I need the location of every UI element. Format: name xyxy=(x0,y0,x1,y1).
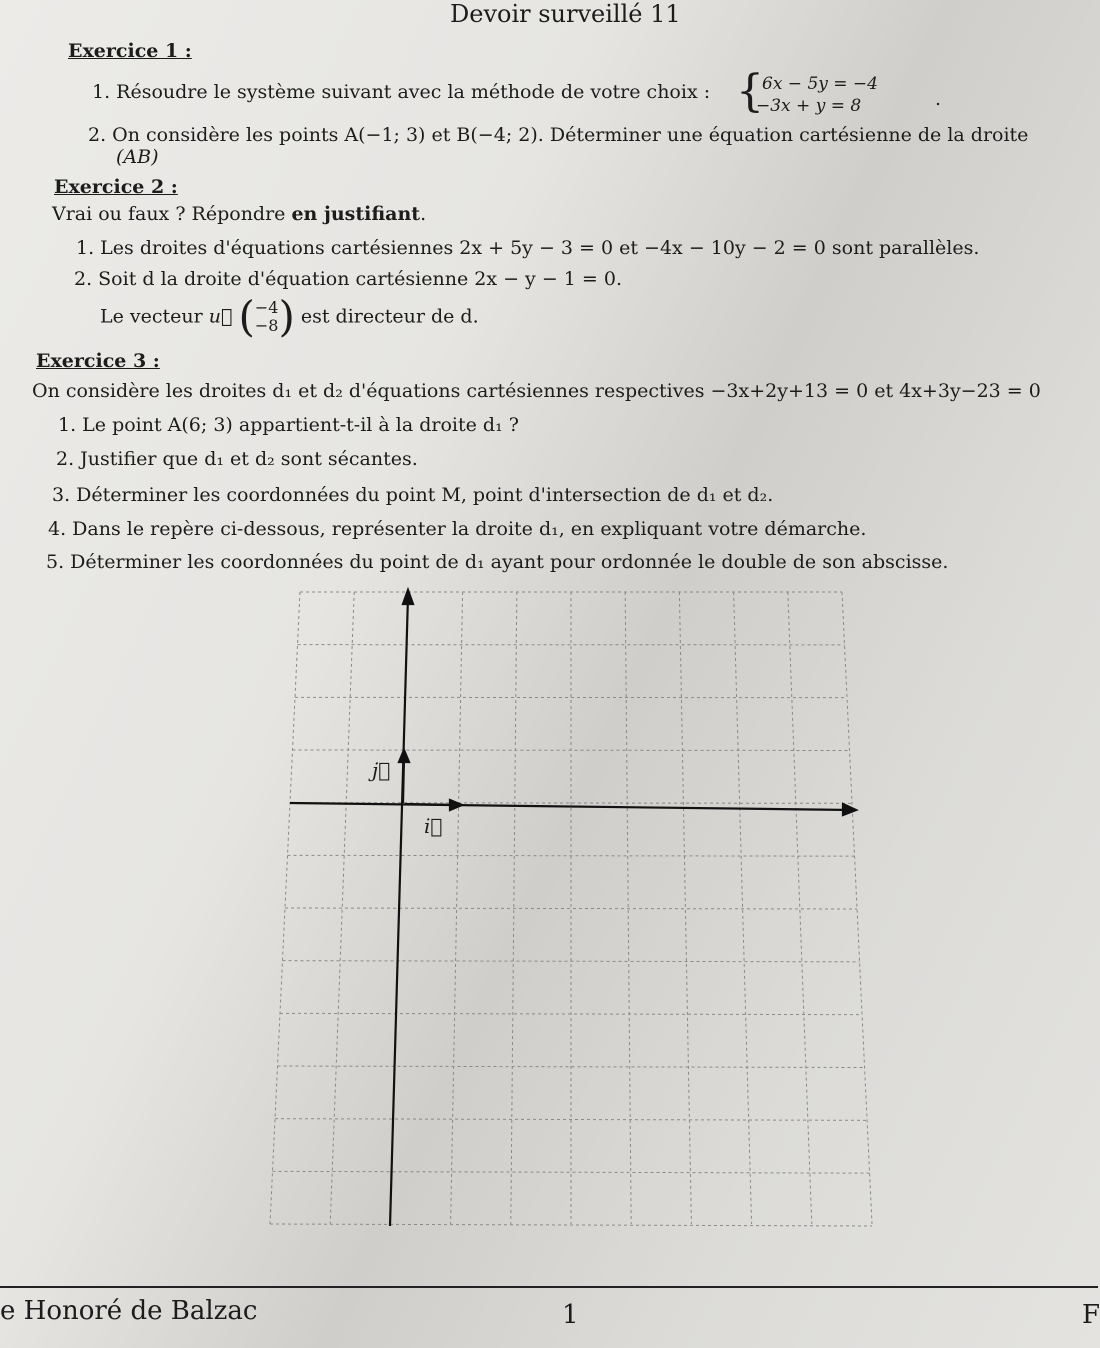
ex3-question-3: 3. Déterminer les coordonnées du point M, point d'intersection de d₁ et d₂. xyxy=(52,484,774,506)
ex3-question-5: 5. Déterminer les coordonnées du point de d₁ ayant pour ordonnée le double de son abscisse. xyxy=(46,551,949,573)
ex2-question-2: 2. Soit d la droite d'équation cartésienne 2x − y − 1 = 0. xyxy=(74,268,622,290)
ex1-question-2-line-1: 2. On considère les points A(−1; 3) et B(−4; 2). Déterminer une équation cartésienne de la droite xyxy=(88,124,1029,146)
exercise-3-heading: Exercice 3 : xyxy=(36,350,160,372)
ex3-intro: On considère les droites d₁ et d₂ d'équations cartésiennes respectives −3x+2y+13 = 0 et 4x+3y−23 = 0 xyxy=(32,380,1041,402)
exercise-2-heading: Exercice 2 : xyxy=(54,176,178,198)
system-line-1: 6x − 5y = −4 xyxy=(762,74,878,94)
grid-horizontal-line xyxy=(283,961,860,962)
vector-suffix: est directeur de d. xyxy=(300,305,479,328)
ex1-question-2-line-2: (AB) xyxy=(116,146,159,168)
vector-prefix: Le vecteur xyxy=(100,305,203,328)
x-axis-arrow xyxy=(843,804,856,815)
label-j: j⃗ xyxy=(372,758,391,782)
grid-vertical-line xyxy=(842,592,872,1224)
vector-paren-left: ( xyxy=(238,292,255,341)
ex2-question-1: 1. Les droites d'équations cartésiennes 2x + 5y − 3 = 0 et −4x − 10y − 2 = 0 sont parallèles. xyxy=(76,237,980,259)
ex2-intro-prefix: Vrai ou faux ? Répondre xyxy=(52,203,292,225)
grid-vertical-line xyxy=(734,592,752,1224)
y-axis xyxy=(390,596,408,1226)
footer-right: F xyxy=(1082,1300,1100,1330)
unit-vector-i-arrow xyxy=(450,800,462,810)
ex3-question-2: 2. Justifier que d₁ et d₂ sont sécantes. xyxy=(56,448,418,470)
grid-vertical-line xyxy=(788,592,812,1224)
ex2-intro-suffix: . xyxy=(420,203,427,225)
ex2-intro-bold: en justifiant xyxy=(291,203,421,225)
unit-vector-j-arrow xyxy=(399,750,409,762)
footer-rule xyxy=(0,1286,1098,1288)
vector-paren-right: ) xyxy=(278,292,295,341)
vector-bottom: −8 xyxy=(254,315,279,335)
label-i: i⃗ xyxy=(424,814,443,838)
ex1-question-1: 1. Résoudre le système suivant avec la méthode de votre choix : xyxy=(92,81,711,103)
system-line-2: −3x + y = 8 xyxy=(756,96,862,116)
grid-vertical-line xyxy=(679,592,691,1224)
vector-top: −4 xyxy=(254,297,279,317)
unit-vector-i xyxy=(405,804,456,805)
system-period: . xyxy=(935,88,942,110)
unit-vector-j xyxy=(403,757,404,803)
system-brace: { xyxy=(736,66,764,117)
vector-name: u⃗ xyxy=(208,305,233,328)
grid-horizontal-line xyxy=(285,908,857,909)
grid-horizontal-line xyxy=(293,750,850,751)
grid-horizontal-line xyxy=(288,855,855,856)
footer-page-number: 1 xyxy=(562,1300,579,1330)
grid-horizontal-line xyxy=(270,1224,872,1226)
grid-vertical-line xyxy=(625,592,631,1224)
grid-horizontal-line xyxy=(273,1171,870,1173)
footer-school: e Honoré de Balzac xyxy=(0,1296,258,1326)
exercise-1-heading: Exercice 1 : xyxy=(68,40,192,62)
page-title: Devoir surveillé 11 xyxy=(450,0,681,28)
ex3-question-1: 1. Le point A(6; 3) appartient-t-il à la droite d₁ ? xyxy=(58,414,519,436)
ex3-question-4: 4. Dans le repère ci-dessous, représenter la droite d₁, en expliquant votre démarche. xyxy=(48,518,867,540)
